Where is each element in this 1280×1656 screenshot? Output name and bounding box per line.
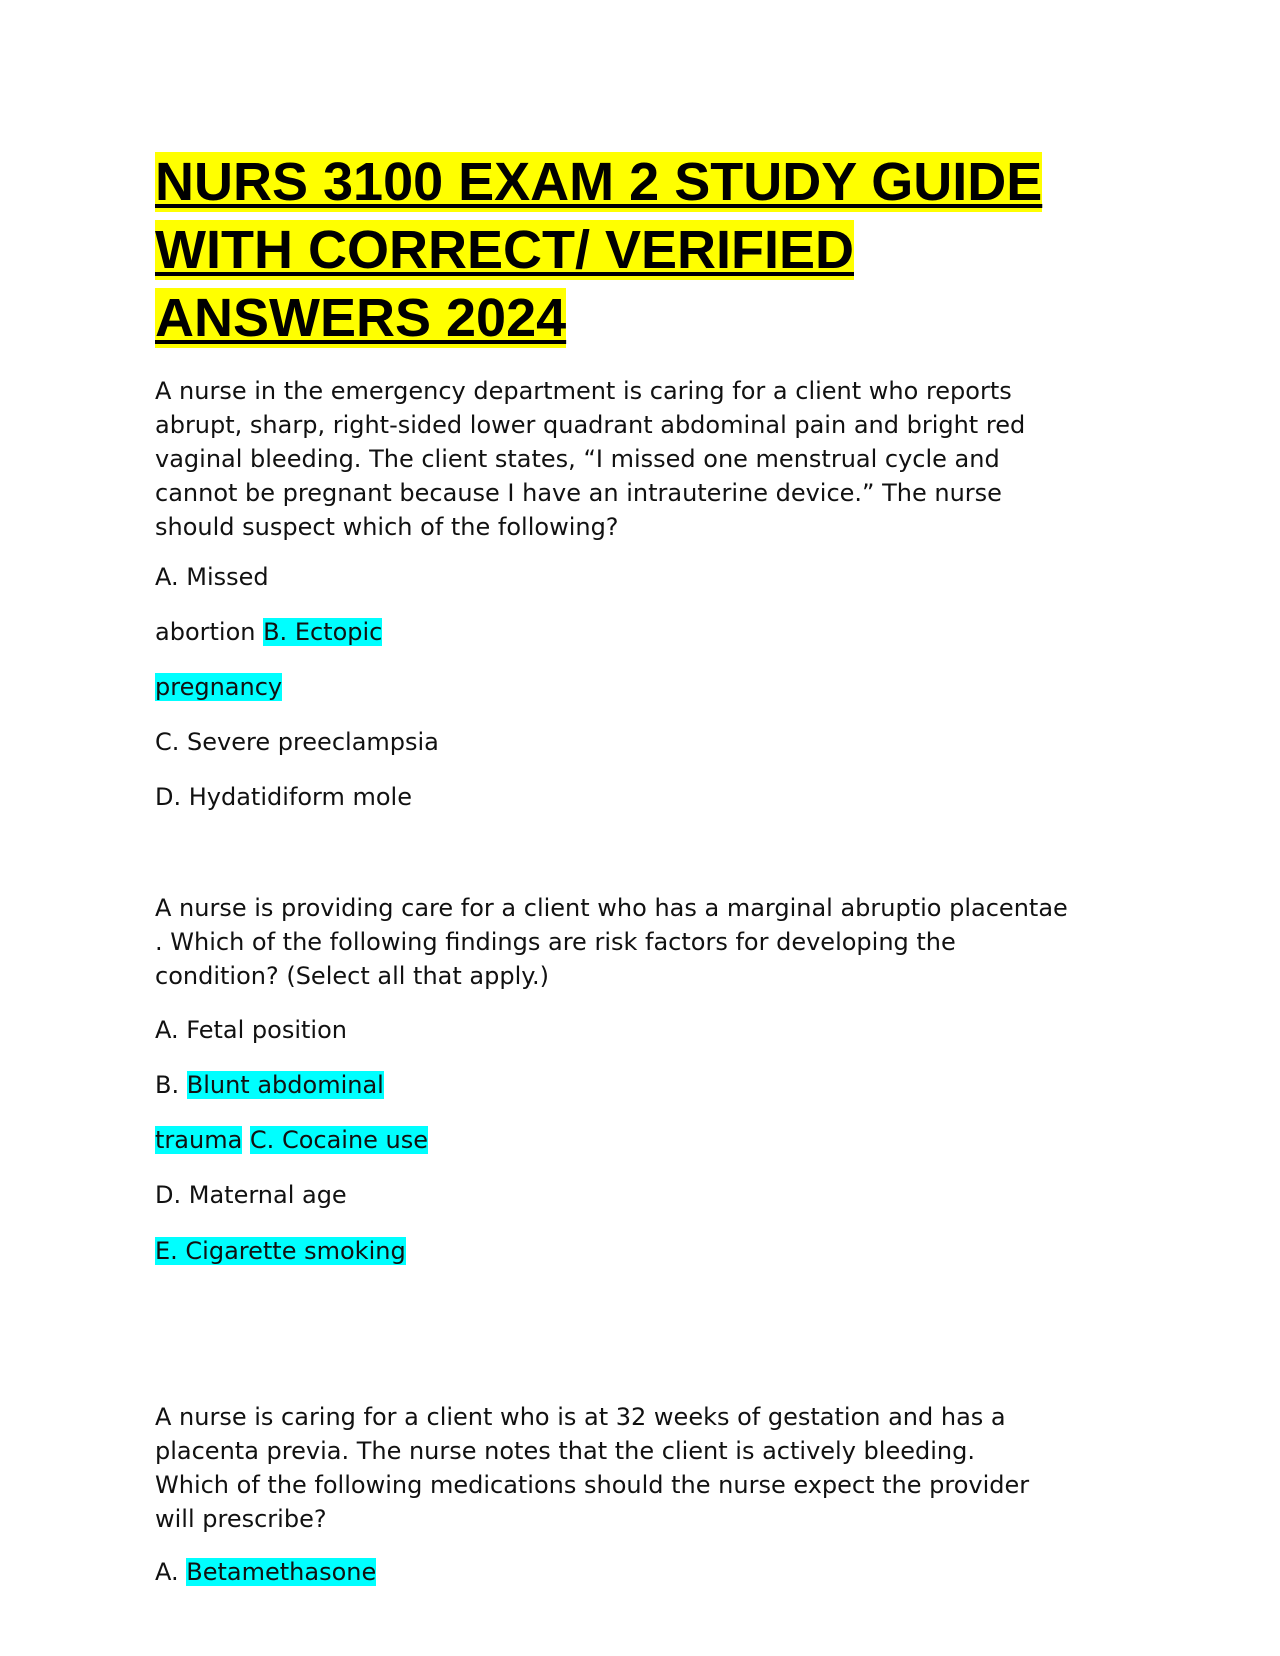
question-1-text: A nurse in the emergency department is caring for a client who reports abrupt, sharp, right-sided lower quadrant abdominal pain and bright red vaginal bleeding. The client states, “I missed one menstrual cycle and cannot be pregnant because I have an intrauterine device.” The nurse should suspect which of the following?	[155, 377, 1026, 541]
correct-answer-highlight: Betamethasone	[186, 1558, 377, 1586]
question-1-option-d: D. Hydatidiform mole	[155, 783, 412, 811]
question-2-option-line	[155, 1123, 428, 1157]
correct-answer-highlight: pregnancy	[155, 673, 283, 701]
title-line: WITH CORRECT/ VERIFIED	[155, 220, 854, 280]
question-2-option-d: D. Maternal age	[155, 1181, 347, 1209]
question-1-option-line: abortion B. Ectopic	[155, 618, 383, 646]
question-1-option-c: C. Severe preeclampsia	[155, 728, 439, 756]
question-2-option-a: A. Fetal position	[155, 1016, 347, 1044]
question-3-text: A nurse is caring for a client who is at 32 weeks of gestation and has a placenta previa. The nurse notes that the client is actively bleeding. Which of the following medications should the nurse expect the provider will prescribe?	[155, 1403, 1030, 1533]
title-line: ANSWERS 2024	[155, 288, 567, 348]
document-title	[155, 148, 1115, 352]
correct-answer-highlight: C. Cocaine use	[249, 1126, 429, 1154]
question-1-option-b	[155, 670, 282, 704]
correct-answer-highlight: Blunt abdominal	[186, 1071, 384, 1099]
question-2-option-b: B. Blunt abdominal	[155, 1071, 384, 1099]
correct-answer-highlight: E. Cigarette smoking	[155, 1237, 406, 1265]
question-1-option-a: A. Missed	[155, 563, 269, 591]
title-line: NURS 3100 EXAM 2 STUDY GUIDE	[155, 152, 1043, 212]
correct-answer-highlight: trauma	[155, 1126, 243, 1154]
question-2-option-e	[155, 1234, 406, 1268]
correct-answer-highlight: B. Ectopic	[263, 618, 383, 646]
question-2-text: A nurse is providing care for a client who has a marginal abruptio placentae . Which of the following findings are risk factors for developing the condition? (Select all that apply.)	[155, 894, 1068, 990]
question-3-option-a: A. Betamethasone	[155, 1558, 377, 1586]
